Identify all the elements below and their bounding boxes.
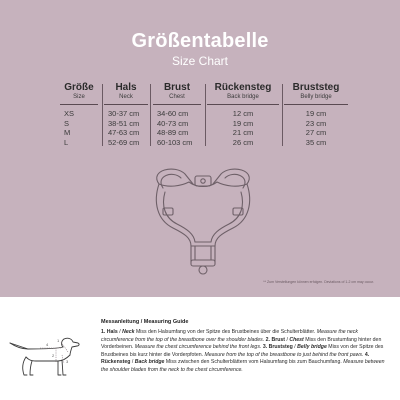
table-cell: 21 cm — [232, 128, 254, 137]
column-divider — [102, 84, 103, 146]
column-subheader: Back bridge — [227, 94, 259, 100]
column-rule — [104, 104, 148, 105]
column-divider — [205, 84, 206, 146]
table-cell: S — [64, 118, 70, 128]
column-subheader: Belly bridge — [300, 94, 332, 100]
column-header: Brust — [163, 82, 191, 93]
svg-text:3: 3 — [66, 359, 69, 364]
table-cell: 60-103 cm — [157, 137, 193, 147]
column-rule — [153, 104, 201, 105]
guide-item: 1. Hals / Neck Miss den Halsumfang von der Spitze des Brustbeines über die Schulterblätter. Measure the neck circumference from the top of the breastbone over the shoulder blades. — [101, 329, 358, 343]
harness-illustration — [145, 162, 261, 278]
table-cell: 19 cm — [305, 109, 327, 118]
column-header: Bruststeg — [292, 82, 340, 93]
svg-text:2: 2 — [52, 353, 55, 358]
column-subheader: Chest — [169, 94, 185, 100]
table-cell: 48-89 cm — [157, 128, 189, 137]
column-chest — [153, 82, 201, 147]
table-cell: 30-37 cm — [108, 109, 140, 118]
guide-item: 4. Rückensteg / Back bridge Miss zwischen den Schulterblättern vom Halsumfang bis zum Bauchumfang. Measure between the shoulder blades from the neck to the chest circumference. — [101, 351, 385, 373]
footnote: ** Zum Verstellungen können erfolgen. Deviations of 1-2 cm may occur. — [263, 280, 374, 284]
table-cell: 40-73 cm — [157, 118, 189, 128]
guide-item: 2. Brust / Chest Miss den Brustumfang hinter den Vorderbeinen. Measure the chest circumference behind the front legs. — [101, 336, 382, 351]
column-header: Größe — [64, 82, 94, 93]
table-cell: 26 cm — [232, 137, 254, 147]
column-size — [60, 82, 98, 147]
column-subheader: Neck — [119, 94, 133, 100]
guide-item: 3. Bruststeg / Belly bridge Miss von der Spitze des Brustbeines bis kurz hinter die Vorderpfoten. Measure from the top of the breastbone to just behind the front paws. — [101, 344, 384, 358]
svg-text:4: 4 — [46, 342, 49, 347]
table-cell: 34-60 cm — [157, 109, 189, 118]
svg-text:1: 1 — [57, 338, 60, 343]
column-rule — [60, 104, 98, 105]
column-neck — [104, 82, 148, 147]
guide-text — [101, 329, 387, 375]
column-rule — [207, 104, 279, 105]
table-cell: 27 cm — [305, 128, 327, 137]
table-cell: 12 cm — [232, 109, 254, 118]
table-cell: L — [64, 137, 69, 147]
table-cell: 52-69 cm — [108, 137, 140, 147]
page-title: Größentabelle — [131, 30, 269, 52]
table-cell: M — [64, 128, 71, 137]
table-cell: XS — [64, 109, 75, 118]
column-subheader: Size — [73, 94, 85, 100]
table-cell: 23 cm — [305, 118, 327, 128]
table-cell: 35 cm — [305, 137, 327, 147]
table-cell: 19 cm — [232, 118, 254, 128]
column-back-bridge — [207, 82, 279, 147]
table-cell: 38-51 cm — [108, 118, 140, 128]
dog-illustration — [6, 333, 82, 381]
column-divider — [150, 84, 151, 146]
column-header: Hals — [115, 82, 137, 93]
column-header: Rückensteg — [214, 82, 272, 93]
guide-title: Messanleitung / Measuring Guide — [101, 319, 189, 325]
column-belly-bridge — [284, 82, 348, 147]
column-rule — [284, 104, 348, 105]
table-cell: 47-63 cm — [108, 128, 140, 137]
column-divider — [282, 84, 283, 146]
page-subtitle: Size Chart — [171, 54, 229, 68]
